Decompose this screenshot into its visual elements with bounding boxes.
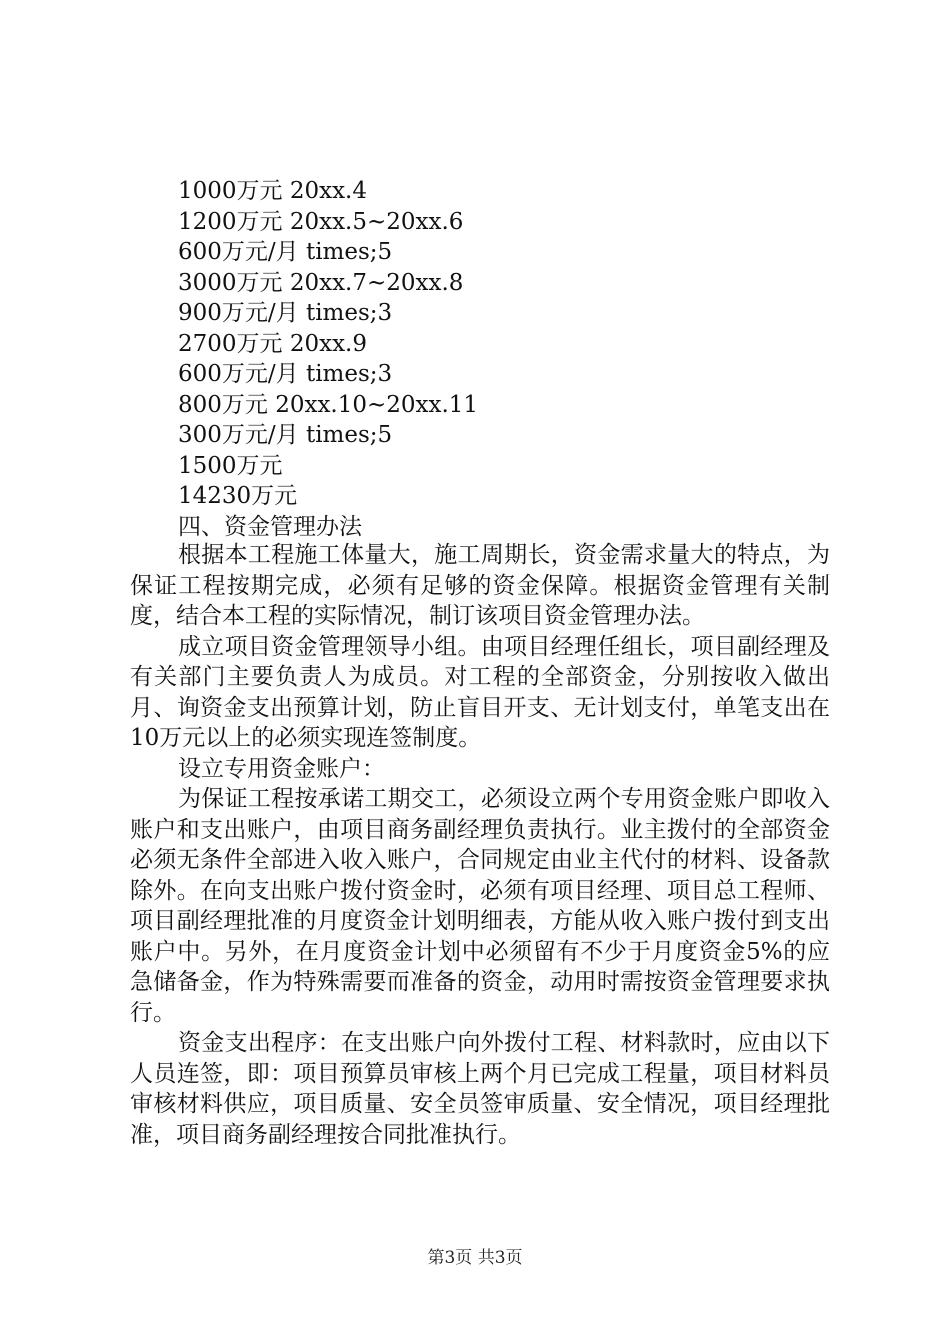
paragraph: 成立项目资金管理领导小组。由项目经理任组长，项目副经理及有关部门主要负责人为成员。对工程的全部资金，分别按收入做出月、询资金支出预算计划，防止盲目开支、无计划支付，单笔支出在10万元以上的必须实现连签制度。	[130, 633, 830, 751]
list-line: 900万元/月 times;3	[178, 300, 393, 326]
paragraph: 为保证工程按承诺工期交工，必须设立两个专用资金账户即收入账户和支出账户，由项目商务副经理负责执行。业主拨付的全部资金必须无条件全部进入收入账户，合同规定由业主代付的材料、设备款除外。在向支出账户拨付资金时，必须有项目经理、项目总工程师、项目副经理批准的月度资金计划明细表，方能从收入账户拨付到支出账户中。另外，在月度资金计划中必须留有不少于月度资金5%的应急储备金，作为特殊需要而准备的资金，动用时需按资金管理要求执行。	[130, 786, 830, 1026]
paragraph: 根据本工程施工体量大，施工周期长，资金需求量大的特点，为保证工程按期完成，必须有足够的资金保障。根据资金管理有关制度，结合本工程的实际情况，制订该项目资金管理办法。	[130, 542, 830, 629]
section-heading: 四、资金管理办法	[178, 513, 362, 540]
list-line: 14230万元	[178, 483, 298, 509]
list-line: 3000万元 20xx.7~20xx.8	[178, 269, 464, 296]
list-line: 800万元 20xx.10~20xx.11	[178, 391, 479, 418]
list-line: 2700万元 20xx.9	[178, 330, 367, 357]
paragraph: 设立专用资金账户：	[178, 755, 385, 782]
list-line: 1000万元 20xx.4	[178, 178, 367, 204]
list-line: 600万元/月 times;5	[178, 239, 393, 265]
list-line: 300万元/月 times;5	[178, 422, 393, 448]
list-line: 1200万元 20xx.5~20xx.6	[178, 208, 464, 235]
list-line: 600万元/月 times;3	[178, 361, 393, 387]
list-line: 1500万元	[178, 452, 283, 479]
funding-schedule-list	[178, 176, 478, 542]
paragraph: 资金支出程序：在支出账户向外拨付工程、材料款时，应由以下人员连签，即：项目预算员审核上两个月已完成工程量，项目材料员审核材料供应，项目质量、安全员签审质量、安全情况，项目经理批准，项目商务副经理按合同批准执行。	[130, 1030, 830, 1148]
body-text	[130, 540, 830, 1150]
page-footer: 第3页 共3页	[427, 1248, 523, 1268]
